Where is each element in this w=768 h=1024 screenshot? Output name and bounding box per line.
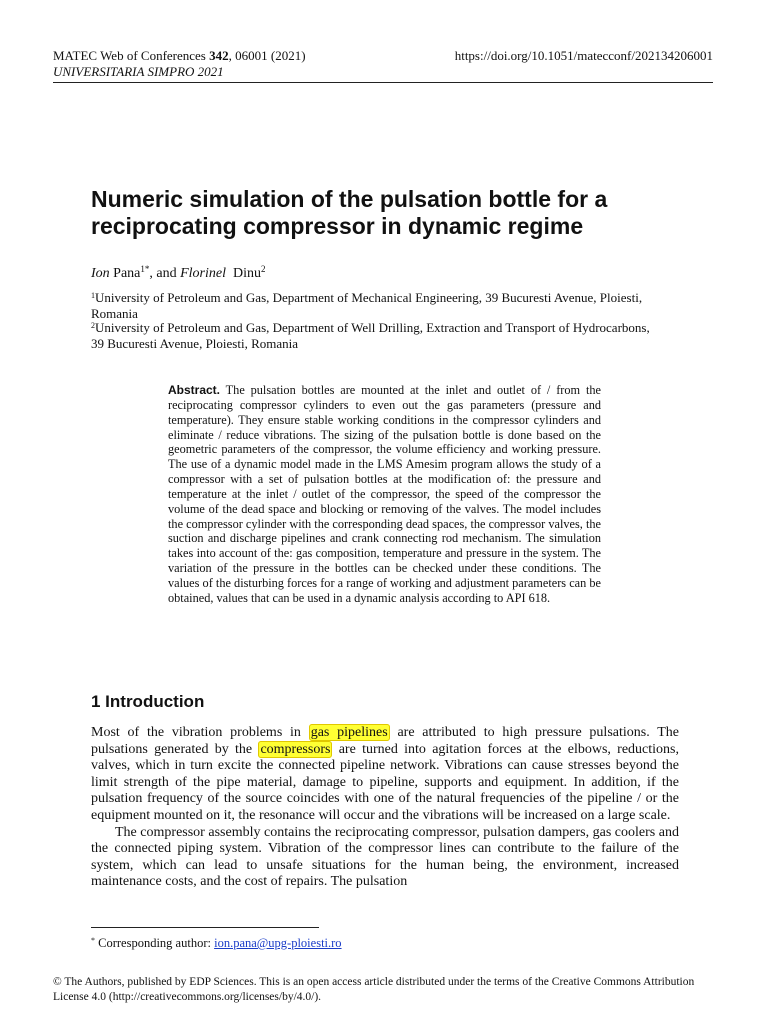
affiliation-1-number: 1: [91, 291, 95, 300]
journal-prefix: MATEC Web of Conferences: [53, 48, 210, 63]
journal-volume: 342: [209, 48, 229, 63]
section-heading-introduction: 1 Introduction: [91, 692, 205, 711]
journal-citation: [53, 48, 306, 64]
paragraph-1: [91, 725, 679, 825]
author1-last-name: Pana: [113, 266, 141, 281]
abstract-label: Abstract.: [168, 383, 221, 397]
license-notice: © The Authors, published by EDP Sciences. This is an open access article distributed under the terms of the Creative Commons Attribution License 4.0 (http://creativecommons.org/licenses/by/4.0/).: [53, 976, 695, 1003]
author1-first-name: Ion: [91, 266, 110, 281]
footnote-divider: [91, 927, 319, 928]
highlight-gas-pipelines[interactable]: gas pipelines: [310, 725, 388, 740]
affiliation-1-text: University of Petroleum and Gas, Department of Mechanical Engineering, 39 Bucuresti Avenue, Ploiesti, Romania: [91, 290, 643, 321]
paragraph-1-text-b: are attributed to high pressure pulsations. The pulsations generated by the: [91, 725, 679, 757]
conference-name: UNIVERSITARIA SIMPRO 2021: [53, 64, 224, 79]
affiliation-2: [91, 320, 651, 351]
footnote: [91, 935, 342, 951]
footnote-mark: *: [91, 936, 95, 945]
journal-suffix: , 06001 (2021): [228, 48, 306, 63]
paragraph-2: The compressor assembly contains the reciprocating compressor, pulsation dampers, gas coolers and the connected piping system. Vibration of the compressor lines can contribute to the failure of the system, which can lead to unsafe situations for the human being, the environment, increased maintenance costs, and the cost of repairs. The pulsation: [91, 824, 679, 890]
author2-first-name: Florinel: [180, 266, 226, 281]
affiliation-2-text: University of Petroleum and Gas, Department of Well Drilling, Extraction and Transport of Hydrocarbons, 39 Bucuresti Avenue, Ploiesti, Romania: [91, 320, 650, 351]
affiliation-2-number: 2: [91, 321, 95, 330]
introduction-body: [91, 725, 679, 891]
author1-sup: 1*: [140, 264, 150, 274]
author2-sup: 2: [261, 264, 266, 274]
abstract: [168, 383, 601, 606]
footnote-label: Corresponding author:: [95, 936, 215, 950]
header-divider: [53, 82, 713, 83]
highlight-compressors[interactable]: compressors: [260, 741, 331, 757]
author-separator: , and: [149, 266, 181, 281]
paragraph-1-text-a: Most of the vibration problems in: [91, 725, 309, 740]
doi-link[interactable]: https://doi.org/10.1051/matecconf/202134206001: [454, 48, 713, 63]
corresponding-email-link[interactable]: ion.pana@upg-ploiesti.ro: [214, 936, 342, 950]
author-line: [91, 265, 266, 283]
paragraph-1-text-c: are turned into agitation forces at the elbows, reductions, valves, which in turn excite the connected pipeline network. Vibrations can cause stresses beyond the limit strength of the pipe material, damage to pipeline, supports and equipment. In addition, if the pulsation frequency of the source coincides with one of the natural frequencies of the pipeline / or the equipment mounted on it, the resonance will occur and the vibrations will be increased on a large scale.: [91, 741, 679, 823]
author2-last-name: Dinu: [233, 266, 261, 281]
paper-title: Numeric simulation of the pulsation bottle for a reciprocating compressor in dynamic regime: [91, 186, 608, 239]
abstract-text: The pulsation bottles are mounted at the inlet and outlet of / from the reciprocating compressor cylinders to even out the gas parameters (pressure and temperature). They ensure stable working conditions in the compressor cylinders and eliminate / reduce vibrations. The sizing of the pulsation bottle is done based on the geometric parameters of the compressor, the volume efficiency and working pressure. The use of a dynamic model made in the LMS Amesim program allows the study of a compressor with a set of pulsation bottles at the modification of: the pressure and temperature at the inlet / outlet of the compressor, the speed of the compressor the volume of the dead space and blocking or removing of the valves. The model includes the compressor cylinder with the corresponding dead spaces, the compressor valves, the suction and discharge pipelines and crank connecting rod mechanism. The simulation takes into account of the: gas composition, temperature and pressure in the system. The variation of the pressure in the bottles can be checked under these conditions. The values of the disturbing forces for a range of working and adjustment parameters can be obtained, values that can be used in a dynamic analysis according to API 618.: [168, 383, 601, 605]
affiliation-1: [91, 290, 651, 321]
